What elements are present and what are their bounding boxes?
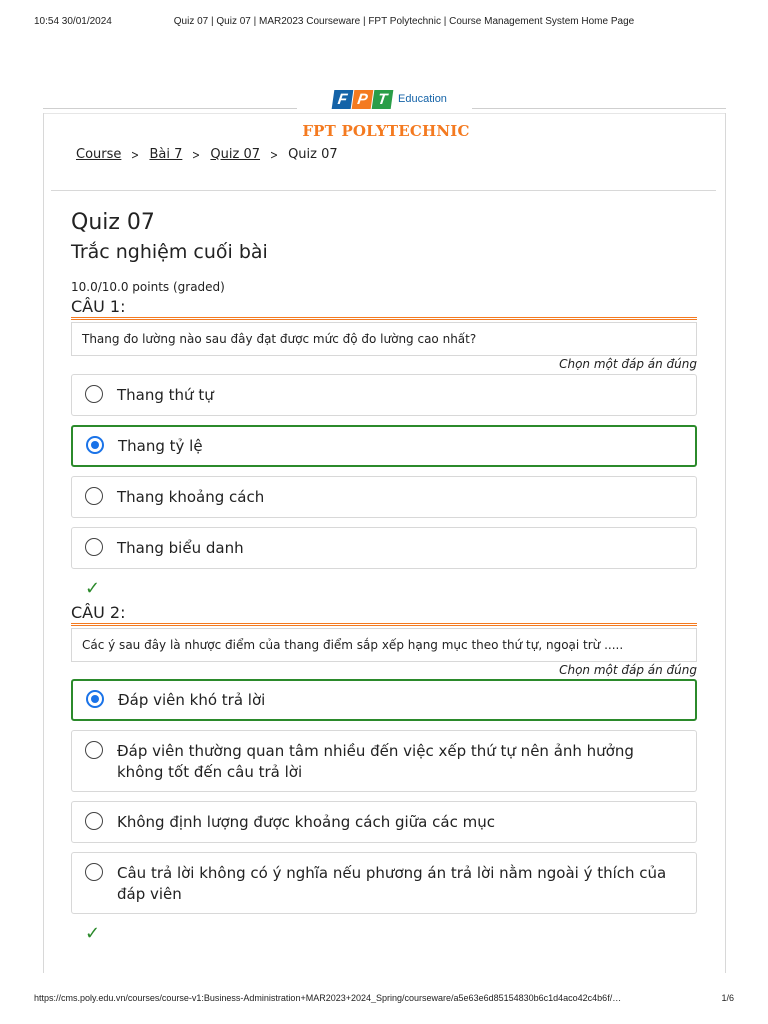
- header-divider-left: [43, 108, 297, 109]
- question-2-option-4[interactable]: [71, 852, 697, 914]
- header-divider-right: [472, 108, 726, 109]
- question-2-rule: [71, 623, 697, 626]
- chevron-right-icon: >: [131, 147, 140, 162]
- question-2-option-3[interactable]: [71, 801, 697, 843]
- problem-title: Trắc nghiệm cuối bài: [71, 241, 268, 263]
- option-label: Đáp viên thường quan tâm nhiều đến việc xếp thứ tự nên ảnh hưởng không tốt đến câu trả lời: [117, 742, 634, 781]
- question-1-option-4[interactable]: [71, 527, 697, 569]
- question-2-option-1[interactable]: [71, 679, 697, 721]
- option-label: Câu trả lời không có ý nghĩa nếu phương án trả lời nằm ngoài ý thích của đáp viên: [117, 864, 667, 903]
- question-2-label: CÂU 2:: [71, 603, 126, 622]
- option-label: Thang biểu danh: [117, 539, 244, 557]
- chevron-right-icon: >: [270, 147, 279, 162]
- question-1-label: CÂU 1:: [71, 297, 126, 316]
- print-timestamp: 10:54 30/01/2024: [34, 16, 112, 27]
- checkmark-icon: ✓: [85, 923, 101, 944]
- print-header: [34, 16, 734, 30]
- question-2-option-2[interactable]: [71, 730, 697, 792]
- option-label: Thang khoảng cách: [117, 488, 265, 506]
- print-url: https://cms.poly.edu.vn/courses/course-v1:Business-Administration+MAR2023+2024_Spring/courseware/a5e63e6d85154830b6c1d4aco42c4b6f/…: [34, 993, 622, 1003]
- question-1-text: Thang đo lường nào sau đây đạt được mức độ đo lường cao nhất?: [71, 322, 697, 356]
- breadcrumb-divider: [51, 190, 716, 191]
- checkmark-icon: ✓: [85, 578, 101, 599]
- radio-button-selected[interactable]: [86, 436, 104, 454]
- option-label: Không định lượng được khoảng cách giữa các mục: [117, 813, 495, 831]
- question-1-option-1[interactable]: [71, 374, 697, 416]
- print-page-title: Quiz 07 | Quiz 07 | MAR2023 Courseware | FPT Polytechnic | Course Management System Home Page: [173, 16, 635, 27]
- print-page-number: 1/6: [721, 993, 734, 1003]
- radio-button[interactable]: [85, 741, 103, 759]
- chevron-right-icon: >: [192, 147, 201, 162]
- radio-button[interactable]: [85, 487, 103, 505]
- logo-education-text: Education: [398, 93, 447, 105]
- question-1-option-3[interactable]: [71, 476, 697, 518]
- logo-letter-p: P: [352, 90, 374, 109]
- breadcrumb-course-link[interactable]: Course: [76, 147, 122, 162]
- question-2-text: Các ý sau đây là nhược điểm của thang điểm sắp xếp hạng mục theo thứ tự, ngoại trừ .....: [71, 628, 697, 662]
- brand-name: FPT POLYTECHNIC: [302, 122, 470, 140]
- print-footer: [34, 993, 734, 1007]
- radio-button[interactable]: [85, 538, 103, 556]
- breadcrumb-current: Quiz 07: [288, 147, 338, 162]
- breadcrumb-subsection-link[interactable]: Quiz 07: [210, 147, 261, 162]
- option-label: Thang tỷ lệ: [118, 437, 203, 455]
- radio-button[interactable]: [85, 385, 103, 403]
- radio-button[interactable]: [85, 812, 103, 830]
- fpt-education-logo[interactable]: [333, 86, 447, 112]
- logo-letter-t: T: [372, 90, 394, 109]
- question-2-hint: Chọn một đáp án đúng: [559, 663, 697, 677]
- radio-button-selected[interactable]: [86, 690, 104, 708]
- option-label: Thang thứ tự: [117, 386, 214, 404]
- points-status: 10.0/10.0 points (graded): [71, 280, 225, 294]
- option-label: Đáp viên khó trả lời: [118, 691, 266, 709]
- question-1-hint: Chọn một đáp án đúng: [559, 357, 697, 371]
- logo-letter-f: F: [332, 90, 354, 109]
- question-1-option-2[interactable]: [71, 425, 697, 467]
- breadcrumb: [76, 147, 338, 162]
- page-title: Quiz 07: [71, 210, 155, 235]
- breadcrumb-section-link[interactable]: Bài 7: [149, 147, 183, 162]
- radio-button[interactable]: [85, 863, 103, 881]
- question-1-rule: [71, 317, 697, 320]
